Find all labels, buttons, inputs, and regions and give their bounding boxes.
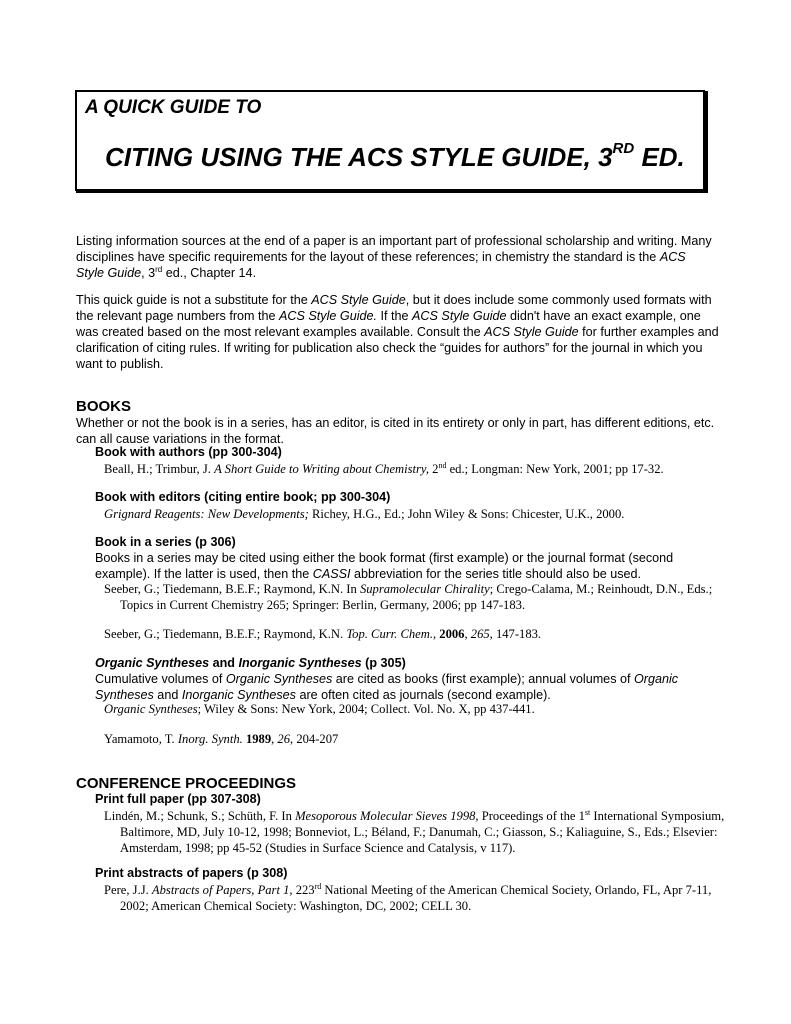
print-abstracts-heading: Print abstracts of papers (p 308) bbox=[95, 866, 288, 880]
books-description: Whether or not the book is in a series, has an editor, is cited in its entirety or only in part, has different editions, etc. can all cause variations in the format. bbox=[76, 416, 715, 446]
book-series-description: Books in a series may be cited using either the book format (first example) or the journal format (second example). If the latter is used, then the CASSI abbreviation for the series title should also be used. bbox=[95, 551, 674, 581]
book-authors-example: Beall, H.; Trimbur, J. A Short Guide to Writing about Chemistry, 2nd ed.; Longman: New York, 2001; pp 17-32. bbox=[104, 460, 664, 476]
organic-syntheses-example-2: Yamamoto, T. Inorg. Synth. 1989, 26, 204-207 bbox=[104, 732, 339, 746]
print-full-paper-heading: Print full paper (pp 307-308) bbox=[95, 792, 261, 806]
book-series-example-2: Seeber, G.; Tiedemann, B.E.F.; Raymond, K.N. Top. Curr. Chem., 2006, 265, 147-183. bbox=[104, 627, 542, 641]
title-box-shadow-bottom bbox=[76, 191, 708, 193]
books-heading: BOOKS bbox=[76, 398, 132, 415]
organic-syntheses-heading: Organic Syntheses and Inorganic Syntheses (p 305) bbox=[95, 656, 406, 670]
title-box-shadow-right bbox=[705, 91, 708, 193]
book-series-example-1: Seeber, G.; Tiedemann, B.E.F.; Raymond, K.N. In Supramolecular Chirality; Crego-Calama, M.; Reinhoudt, D.N., Eds.; Topics in Current Chemistry 265; Springer: Berlin, Germany, 2006; pp 147-183. bbox=[104, 582, 713, 612]
book-authors-heading: Book with authors (pp 300-304) bbox=[95, 445, 282, 459]
intro-paragraph-2: This quick guide is not a substitute for the ACS Style Guide, but it does include some commonly used formats with the relevant page numbers from the ACS Style Guide. If the ACS Style Guide didn't have an exact example, one was created based on the most relevant examples available. Consult the ACS Style Guide for further examples and clarification of citing rules. If writing for publication also check the “guides for authors” for the journal in which you want to publish. bbox=[76, 293, 719, 371]
organic-syntheses-description: Cumulative volumes of Organic Syntheses are cited as books (first example); annual volumes of Organic Syntheses and Inorganic Syntheses are often cited as journals (second example). bbox=[95, 672, 679, 702]
title-line-1: A QUICK GUIDE TO bbox=[85, 97, 262, 118]
conference-heading: CONFERENCE PROCEEDINGS bbox=[76, 775, 297, 792]
book-series-heading: Book in a series (p 306) bbox=[95, 535, 236, 549]
print-full-paper-example: Lindén, M.; Schunk, S.; Schüth, F. In Mesoporous Molecular Sieves 1998, Proceedings of the 1st International Symposium, Baltimore, MD, July 10-12, 1998; Bonneviot, L.; Béland, F.; Danumah, C.; Giasson, S.; Kaliaguine, S., Eds.; Elsevier: Amsterdam, 1998; pp 45-52 (Studies in Surface Science and Catalysis, v 117). bbox=[104, 807, 725, 855]
book-editors-example: Grignard Reagents: New Developments; Richey, H.G., Ed.; John Wiley & Sons: Chicester, U.K., 2000. bbox=[104, 507, 625, 521]
organic-syntheses-example-1: Organic Syntheses; Wiley & Sons: New York, 2004; Collect. Vol. No. X, pp 437-441. bbox=[104, 702, 535, 716]
intro-paragraph-1: Listing information sources at the end of a paper is an important part of professional scholarship and writing. Many disciplines have specific requirements for the layout of these references; in chemistry the standard is the ACS Style Guide, 3rd ed., Chapter 14. bbox=[76, 234, 712, 280]
book-editors-heading: Book with editors (citing entire book; pp 300-304) bbox=[95, 490, 391, 504]
print-abstracts-example: Pere, J.J. Abstracts of Papers, Part 1, 223rd National Meeting of the American Chemical Society, Orlando, FL, Apr 7-11, 2002; American Chemical Society: Washington, DC, 2002; CELL 30. bbox=[104, 881, 712, 913]
title-line-2: CITING USING THE ACS STYLE GUIDE, 3RD ED. bbox=[105, 140, 685, 172]
title-box bbox=[75, 90, 705, 191]
